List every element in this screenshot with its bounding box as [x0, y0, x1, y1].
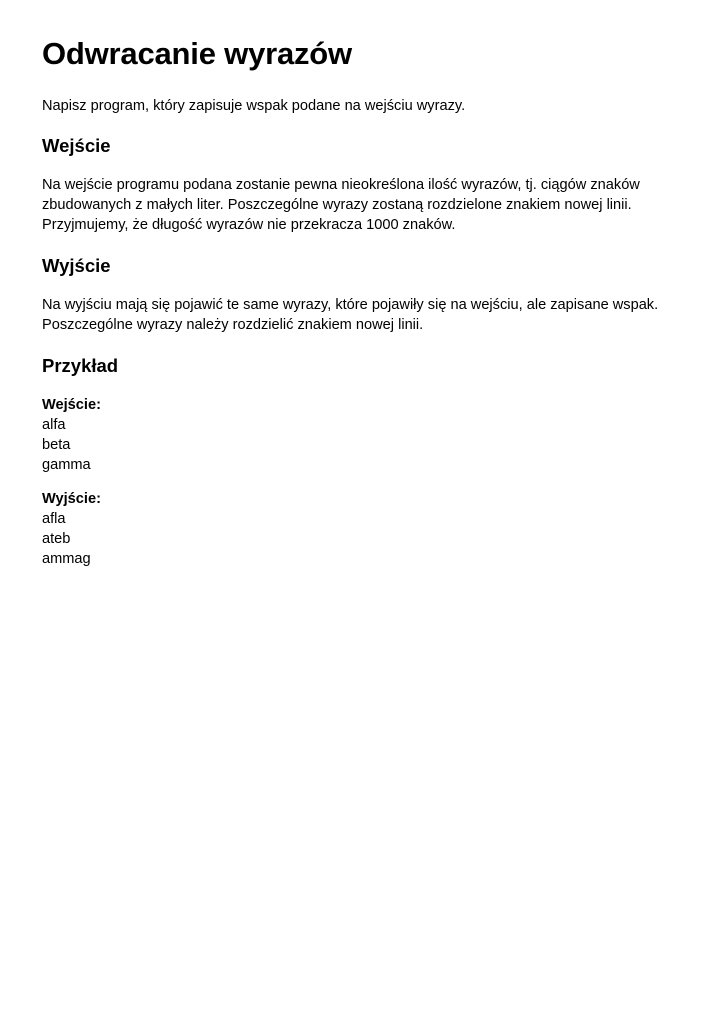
input-line: zbudowanych z małych liter. Poszczególne wyrazy zostaną rozdzielone znakiem nowej linii.	[42, 197, 632, 213]
example-input-line: beta	[42, 437, 71, 453]
example-output-line: ateb	[42, 531, 71, 547]
page-title: Odwracanie wyrazów	[42, 36, 352, 71]
input-heading: Wejście	[42, 135, 111, 156]
output-description	[42, 295, 684, 335]
example-input-line: alfa	[42, 417, 66, 433]
example-output	[42, 489, 684, 569]
output-section	[42, 254, 684, 335]
example-output-line: ammag	[42, 551, 91, 567]
example-input-line: gamma	[42, 457, 91, 473]
output-line: Poszczególne wyrazy należy rozdzielić znakiem nowej linii.	[42, 317, 424, 333]
output-heading: Wyjście	[42, 255, 111, 276]
example-section	[42, 354, 684, 569]
example-input-label: Wejście:	[42, 397, 101, 413]
example-input	[42, 395, 684, 475]
input-line: Na wejście programu podana zostanie pewna nieokreślona ilość wyrazów, tj. ciągów znaków	[42, 177, 640, 193]
example-heading: Przykład	[42, 355, 119, 376]
input-description	[42, 175, 684, 235]
output-line: Na wyjściu mają się pojawić te same wyrazy, które pojawiły się na wejściu, ale zapisane wspak.	[42, 297, 659, 313]
input-line: Przyjmujemy, że długość wyrazów nie przekracza 1000 znaków.	[42, 217, 456, 233]
example-output-line: afla	[42, 511, 66, 527]
example-output-label: Wyjście:	[42, 491, 101, 507]
input-section	[42, 134, 684, 235]
intro-text: Napisz program, który zapisuje wspak podane na wejściu wyrazy.	[42, 98, 466, 114]
